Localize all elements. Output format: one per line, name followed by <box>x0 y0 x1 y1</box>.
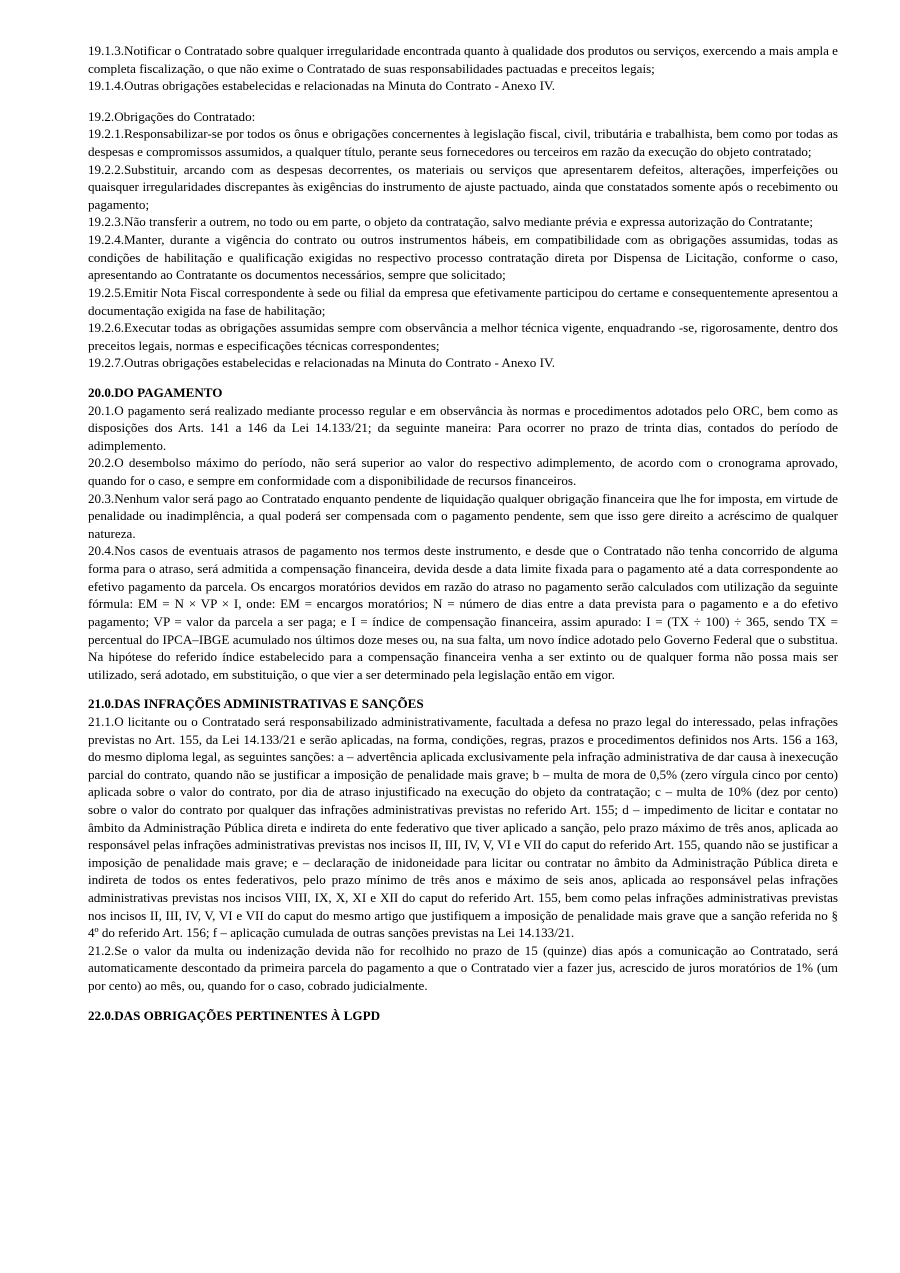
clause-19-1-3: 19.1.3.Notificar o Contratado sobre qualquer irregularidade encontrada quanto à qualidade dos produtos ou serviços, exercendo a mais ampla e completa fiscalização, o que não exime o Contratado de suas responsabilidades pactuadas e preceitos legais; <box>88 43 838 76</box>
clause-20-3: 20.3.Nenhum valor será pago ao Contratado enquanto pendente de liquidação qualquer obrigação financeira que lhe for imposta, em virtude de penalidade ou inadimplência, a qual poderá ser compensada com o pagamento pendente, sem que isso gere direito a acréscimo de qualquer natureza. <box>88 490 838 541</box>
clause-19-2-5: 19.2.5.Emitir Nota Fiscal correspondente à sede ou filial da empresa que efetivamente participou do certame e consequentemente apresentou a documentação exigida na fase de habilitação; <box>88 284 838 318</box>
clause-21-1: 21.1.O licitante ou o Contratado será responsabilizado administrativamente, facultada a defesa no prazo legal do interessado, pelas infrações previstas no Art. 155, da Lei 14.133/21 e serão aplicadas, na forma, condições, regras, prazos e procedimentos definidos nos Arts. 156 a 163, do mesmo diploma legal, as seguintes sanções: a – advertência aplicada exclusivamente pela infração administrativa de dar causa à inexecução parcial do contrato, quando não se justificar a imposição de penalidade mais grave; b – multa de mora de 0,5% (zero vírgula cinco por cento) aplicada sobre o valor do contrato, por dia de atraso injustificado na execução do objeto da contratação; c – multa de 10% (dez por cento) sobre o valor do contrato por qualquer das infrações administrativas previstas no referido Art. 155; d – impedimento de licitar e contatar no âmbito da Administração Pública direta e indireta do ente federativo que tiver aplicado a sanção, pelo prazo máximo de três anos, aplicada ao responsável pelas infrações administrativas previstas nos incisos II, III, IV, V, VI e VII do caput do referido Art. 155, quando não se justificar a imposição de penalidade mais grave; e – declaração de inidoneidade para licitar ou contratar no âmbito da Administração Pública direta e indireta de todos os entes federativos, pelo prazo mínimo de três anos e máximo de seis anos, aplicada ao responsável pelas infrações administrativas previstas nos incisos VIII, IX, X, XI e XII do caput do referido Art. 155, bem como pelas infrações administrativas previstas nos incisos II, III, IV, V, VI e VII do caput do mesmo artigo que justifiquem a imposição de penalidade mais grave que a sanção referida no § 4º do referido Art. 156; f – aplicação cumulada de outras sanções previstas na Lei 14.133/21. <box>88 713 838 941</box>
clause-21-2: 21.2.Se o valor da multa ou indenização devida não for recolhido no prazo de 15 (quinze) dias após a comunicação ao Contratado, será automaticamente descontado da primeira parcela do pagamento a que o Contratado vier a fazer jus, acrescido de juros moratórios de 1% (um por cento) ao mês, ou, quando for o caso, cobrado judicialmente. <box>88 942 838 994</box>
section-spacer <box>88 995 838 1007</box>
section-spacer <box>88 372 838 384</box>
clause-20-4: 20.4.Nos casos de eventuais atrasos de pagamento nos termos deste instrumento, e desde que o Contratado não tenha concorrido de alguma forma para o atraso, será admitida a compensação financeira, devida desde a data limite fixada para o pagamento até a data correspondente ao efetivo pagamento da parcela. Os encargos moratórios devidos em razão do atraso no pagamento serão calculados com utilização da seguinte fórmula: EM = N × VP × I, onde: EM = encargos moratórios; N = número de dias entre a data prevista para o pagamento e a do efetivo pagamento; VP = valor da parcela a ser paga; e I = índice de compensação financeira, assim apurado: I = (TX ÷ 100) ÷ 365, sendo TX = percentual do IPCA–IBGE acumulado nos últimos doze meses ou, na sua falta, um novo índice adotado pelo Governo Federal que o substitua. Na hipótese do referido índice estabelecido para a compensação financeira venha a ser extinto ou de qualquer forma não possa mais ser utilizado, será adotado, em substituição, o que vier a ser determinado pela legislação então em vigor. <box>88 543 838 682</box>
clause-19-2-3: 19.2.3.Não transferir a outrem, no todo ou em parte, o objeto da contratação, salvo mediante prévia e expressa autorização do Contratante; <box>88 214 813 230</box>
clause-19-2-2: 19.2.2.Substituir, arcando com as despesas decorrentes, os materiais ou serviços que apresentarem defeitos, alterações, imperfeições ou quaisquer irregularidades discrepantes às exigências do instrumento de ajuste pactuado, ainda que constatados somente após o recebimento ou pagamento; <box>88 161 838 212</box>
section-spacer <box>88 683 838 695</box>
clause-19-2-4: 19.2.4.Manter, durante a vigência do contrato ou outros instrumentos hábeis, em compatibilidade com as obrigações assumidas, todas as condições de habilitação e qualificação exigidas no respectivo processo contratação direta por Dispensa de Licitação, conforme o caso, apresentando ao Contratante os documentos necessários, sempre que solicitado; <box>88 232 838 283</box>
clause-20-2: 20.2.O desembolso máximo do período, não será superior ao valor do respectivo adimplemento, de acordo com o cronograma aprovado, quando for o caso, e sempre em conformidade com a disponibilidade de recursos financeiros. <box>88 455 838 489</box>
section-heading-21: 21.0.DAS INFRAÇÕES ADMINISTRATIVAS E SANÇÕES <box>88 696 424 712</box>
paragraph-spacer <box>88 95 838 108</box>
section-heading-20: 20.0.DO PAGAMENTO <box>88 384 223 400</box>
clause-19-2-6: 19.2.6.Executar todas as obrigações assumidas sempre com observância a melhor técnica vigente, enquadrando -se, rigorosamente, dentro dos preceitos legais, normas e especificações técnicas correspondentes; <box>88 320 838 353</box>
document-body <box>88 42 838 1024</box>
clause-19-2-7: 19.2.7.Outras obrigações estabelecidas e relacionadas na Minuta do Contrato - Anexo IV. <box>88 355 555 371</box>
clause-19-2-1: 19.2.1.Responsabilizar-se por todos os ônus e obrigações concernentes à legislação fiscal, civil, tributária e trabalhista, bem como por todas as despesas e compromissos assumidos, a qualquer título, perante seus fornecedores ou terceiros em razão da execução do objeto contratado; <box>88 126 838 160</box>
clause-19-2: 19.2.Obrigações do Contratado: <box>88 108 256 124</box>
clause-19-1-4: 19.1.4.Outras obrigações estabelecidas e relacionadas na Minuta do Contrato - Anexo IV. <box>88 78 555 94</box>
section-heading-22: 22.0.DAS OBRIGAÇÕES PERTINENTES À LGPD <box>88 1007 381 1023</box>
clause-20-1: 20.1.O pagamento será realizado mediante processo regular e em observância às normas e procedimentos adotados pelo ORC, bem como as disposições dos Arts. 141 a 146 da Lei 14.133/21; da seguinte maneira: Para ocorrer no prazo de trinta dias, contados do período de adimplemento. <box>88 402 838 453</box>
